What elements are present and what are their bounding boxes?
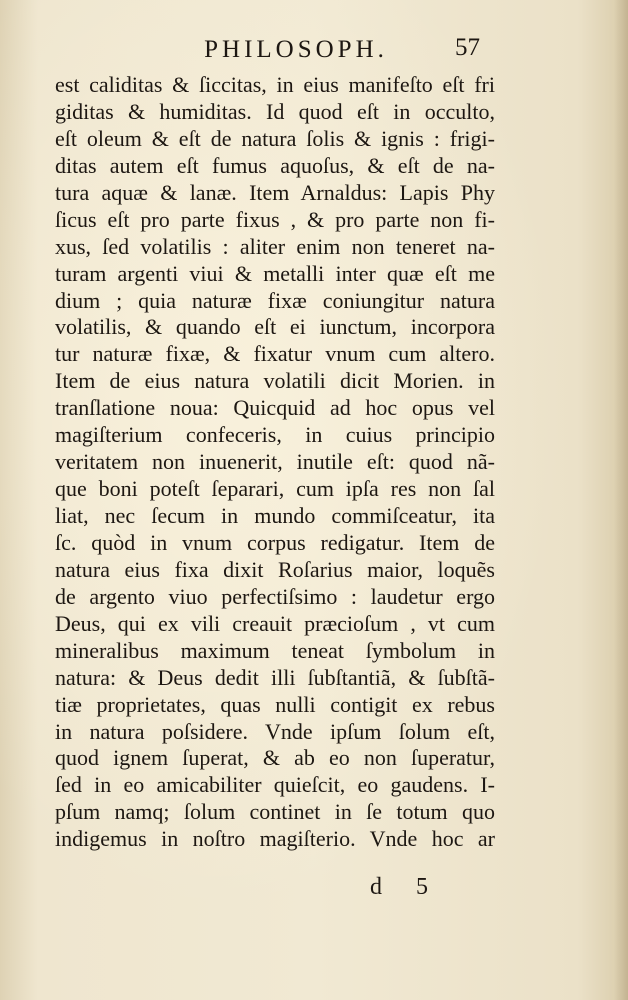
text-line: turam argenti viui & metalli inter quæ eſt me: [55, 260, 495, 286]
text-line: ſc. quòd in vnum corpus redigatur. Item de: [55, 529, 495, 555]
text-line: Item de eius natura volatili dicit Morien. in: [55, 368, 495, 394]
text-line: natura eius fixa dixit Roſarius maior, loquẽs: [55, 556, 495, 582]
text-line: ſed in eo amicabiliter quieſcit, eo gaudens. I-: [55, 772, 495, 798]
text-line: que boni poteſt ſeparari, cum ipſa res non ſal: [55, 476, 495, 502]
text-line: magiſterium confeceris, in cuius principio: [55, 422, 495, 448]
body-text: [55, 72, 495, 853]
text-line: ſicus eſt pro parte fixus , & pro parte non fi-: [55, 206, 495, 232]
running-head: PHILOSOPH.: [204, 36, 388, 63]
text-line: liat, nec ſecum in mundo commiſceatur, ita: [55, 503, 495, 528]
text-line: mineralibus maximum teneat ſymbolum in: [55, 637, 495, 663]
text-line: pſum namq; ſolum continet in ſe totum quo: [55, 799, 495, 825]
text-line: tur naturæ fixæ, & fixatur vnum cum altero.: [55, 341, 495, 367]
text-line: eſt oleum & eſt de natura ſolis & ignis : frigi-: [55, 125, 495, 151]
text-line: natura: & Deus dedit illi ſubſtantiã, & ſubſtã-: [55, 664, 495, 690]
text-line: quod ignem ſuperat, & ab eo non ſuperatur,: [55, 745, 495, 771]
text-line: tranſlatione noua: Quicquid ad hoc opus vel: [55, 395, 495, 421]
text-line: veritatem non inuenerit, inutile eſt: quod nã-: [55, 449, 495, 475]
text-line: tiæ proprietates, quas nulli contigit ex rebus: [55, 691, 495, 717]
text-line: xus, ſed volatilis : aliter enim non teneret na-: [55, 233, 495, 259]
signature-mark: d 5: [370, 874, 442, 900]
text-line: indigemus in noſtro magiſterio. Vnde hoc ar: [55, 826, 495, 852]
text-line: volatilis, & quando eſt ei iunctum, incorpora: [55, 314, 495, 340]
text-line: giditas & humiditas. Id quod eſt in occulto,: [55, 98, 495, 124]
text-line: ditas autem eſt fumus aquoſus, & eſt de na-: [55, 152, 495, 178]
page-number: 57: [455, 34, 480, 61]
text-line: in natura poſsidere. Vnde ipſum ſolum eſt,: [55, 718, 495, 744]
text-line: tura aquæ & lanæ. Item Arnaldus: Lapis Phy: [55, 179, 495, 205]
text-line: dium ; quia naturæ fixæ coniungitur natura: [55, 287, 495, 313]
text-line: Deus, qui ex vili creauit præcioſum , vt cum: [55, 610, 495, 636]
text-line: est caliditas & ſiccitas, in eius manifeſto eſt fri: [55, 72, 495, 97]
text-line: de argento viuo perfectiſsimo : laudetur ergo: [55, 583, 495, 609]
